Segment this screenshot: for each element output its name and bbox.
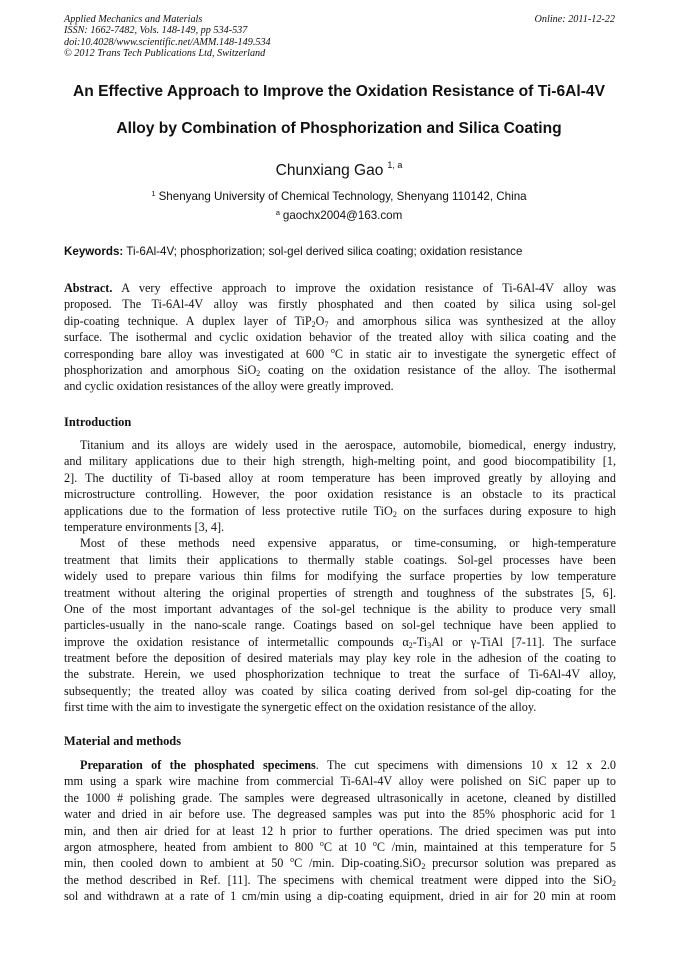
abstract-line: dip-coating technique. A duplex layer of $TiP_2O_7$ and amorphous silica was synthesized at the alloy (64, 313, 616, 329)
materials-line: mm using a spark wire machine from commercial Ti-6Al-4V alloy were polished on SiC paper up to (64, 774, 616, 789)
journal-copyright: © 2012 Trans Tech Publications Ltd, Switzerland (64, 48, 266, 60)
section-heading-materials: Material and methods (64, 734, 182, 748)
journal-name: Applied Mechanics and Materials (64, 14, 203, 25)
intro-line: the substrate. Herein, we used phosphorization technique to treat the surface of Ti-6Al-4V alloy, (64, 667, 616, 682)
journal-header (64, 14, 271, 60)
materials-line: the method described in Ref. [11]. The specimens with chemical treatment were dipped into the SiO$_2$ (64, 872, 616, 888)
abstract-line: and cyclic oxidation resistances of the alloy were greatly improved. (64, 379, 394, 394)
keywords-text: Ti-6Al-4V; phosphorization; sol-gel derived silica coating; oxidation resistance (126, 245, 523, 258)
materials-line: sol and withdrawn at a rate of 1 cm/min using a dip-coating equipment, dried in air for 20 min at room (64, 889, 616, 904)
paper-title-line-2: Alloy by Combination of Phosphorization and Silica Coating (116, 120, 562, 137)
email-text: gaochx2004@163.com (282, 209, 403, 222)
intro-line: and military applications due to their high strength, high-melting point, and good biocompatibility [1, (64, 454, 616, 469)
abstract-paragraph (64, 280, 616, 395)
intro-line: treatment that limits their applications to thermally stable coatings. Sol-gel processes have been (64, 552, 616, 567)
email-mark: a (275, 208, 280, 217)
affiliation-mark: 1 (151, 189, 156, 198)
author-marks: 1, a (387, 160, 403, 170)
intro-line: applications due to the formation of less protective rutile TiO$_2$ on the surfaces during exposure to high (64, 503, 616, 519)
abstract-line: proposed. The Ti-6Al-4V alloy was firstly phosphated and then coated by silica using sol-gel (64, 297, 616, 312)
materials-line: Preparation of the phosphated specimens. The cut specimens with dimensions 10 x 12 x 2.0 (80, 758, 616, 772)
intro-line: temperature environments [3, 4]. (64, 519, 225, 534)
intro-line: first time with the aim to investigate the synergetic effect on the oxidation resistance of the alloy. (64, 700, 537, 715)
intro-line: Most of these methods need expensive apparatus, or time-consuming, or high-temperature (80, 536, 616, 551)
materials-line: min, and then air dried for at least 12 h prior to further operations. The dried specimen was put into (64, 823, 616, 838)
affiliation (0, 189, 678, 203)
intro-line: widely used to prepare various thin films for modifying the surface properties by low temperature (64, 569, 616, 584)
intro-line: Titanium and its alloys are widely used in the aerospace, automobile, biomedical, energy industry, (80, 438, 616, 452)
intro-line: One of the most important advantages of the sol-gel technique is the ability to produce very small (64, 601, 616, 616)
materials-line: min, then cooled down to ambient at 50 $^o$C /min. Dip-coating.SiO$_2$ precursor solution was prepared as (64, 855, 617, 872)
author-name: Chunxiang Gao (275, 162, 384, 179)
intro-line: improve the oxidation resistance of intermetallic compounds $\alpha_2-Ti_3Al$ or γ-TiAl [7-11]. The surface (64, 634, 616, 650)
subsection-label: Preparation of the phosphated specimens (80, 758, 316, 772)
intro-line: treatment without altering the original properties of strength and toughness of the substrates [5, 6]. (64, 585, 616, 600)
abstract-line: surface. The isothermal and cyclic oxidation behavior of the treated alloy with silica coating and the (64, 330, 616, 345)
materials-line: water and dried in air before use. The degreased samples was put into the 85% phosphoric acid for 1 (64, 807, 616, 822)
materials-line: argon atmosphere, heated from ambient to 800 $^o$C at 10 $^o$C /min, maintained at this temperature for 5 (64, 838, 616, 854)
journal-issn: ISSN: 1662-7482, Vols. 148-149, pp 534-537 (64, 25, 248, 37)
abstract-label: Abstract. (64, 281, 113, 295)
intro-line: microstructure controlling. However, the poor oxidation resistance is an obstacle to its practical (64, 487, 616, 502)
affiliation-text: Shenyang University of Chemical Technology, Shenyang 110142, China (158, 190, 527, 203)
intro-line: 2]. The ductility of Ti-based alloy at room temperature has been improved greatly by alloying and (64, 470, 616, 485)
intro-line: treatment before the deposition of desired materials may play key role in the adhesion of the coating to (64, 651, 616, 666)
keywords (64, 245, 616, 258)
abstract-line: corresponding bare alloy was investigated at 600 $^o$C in static air to investigate the synergetic effect of (64, 345, 617, 361)
online-date: Online: 2011-12-22 (534, 14, 615, 25)
materials-line: the 1000 # polishing grade. The samples were degreased ultrasonically in acetone, cleaned by distilled (64, 790, 616, 805)
intro-line: particles-usually in the nano-scale range. Coatings based on sol-gel technique have been applied to (64, 618, 616, 633)
introduction-paragraphs (64, 437, 616, 716)
keywords-label: Keywords: (64, 245, 124, 258)
materials-paragraph (64, 757, 616, 905)
paper-title-line-1: An Effective Approach to Improve the Oxidation Resistance of Ti-6Al-4V (72, 83, 606, 100)
author-line (0, 160, 678, 180)
abstract-line: Abstract. A very effective approach to improve the oxidation resistance of Ti-6Al-4V alloy was (64, 281, 616, 295)
section-heading-introduction: Introduction (64, 415, 132, 429)
abstract-line: phosphorization and amorphous SiO$_2$ coating on the oxidation resistance of the alloy. The isothermal (64, 362, 616, 378)
journal-doi: doi:10.4028/www.scientific.net/AMM.148-149.534 (64, 36, 271, 48)
intro-line: subsequently; the treated alloy was coated by silica coating derived from sol-gel dip-coating for the (64, 683, 616, 698)
author-email (0, 208, 678, 222)
